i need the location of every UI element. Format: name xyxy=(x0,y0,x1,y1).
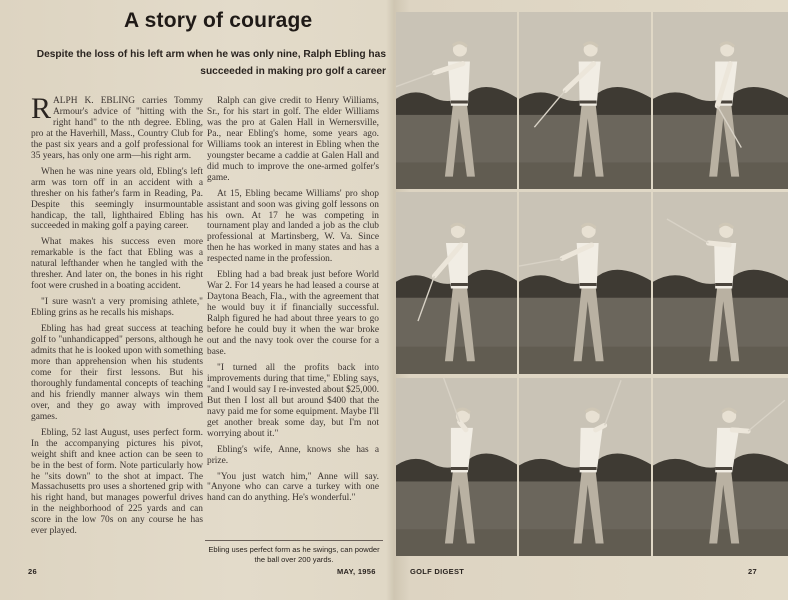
paragraph: "You just watch him," Anne will say. "Anyone who can carve a turkey with one hand can do anything. He's wonderful." xyxy=(207,471,379,504)
magazine-name: GOLF DIGEST xyxy=(410,567,465,576)
paragraph: "I turned all the profits back into improvements during that time," Ebling says, "and I would say I re-invested about $25,000. But then I lost all but around $400 that the navy paid me for some equipment. Maybe I'll get another break some day, but I'm not worrying about it." xyxy=(207,362,379,439)
swing-photo-address xyxy=(396,12,517,189)
paragraph: When he was nine years old, Ebling's left arm was torn off in an accident with a thresher on his father's farm in Reading, Pa. Despite this seemingly insurmountable handicap, the tall, lighthaired Ebling has succeeded in making golf a paying career. xyxy=(31,166,203,232)
swing-photo-high-finish xyxy=(519,378,651,556)
paragraph: Ebling has had great success at teaching golf to "unhandicapped" persons, although he admits that he is looked upon with something more than apprehension when his students come for their first lessons. But his thoroughly fundamental concepts of teaching and his friendly manner always win them over, and they go away with improved games. xyxy=(31,324,203,422)
text-column-2 xyxy=(207,96,379,509)
paragraph: Ebling had a bad break just before World War 2. For 14 years he had leased a course at Daytona Beach, Fla., with the agreement that he would buy it if financially successful. Ralph figured he had about three years to go before he could buy it when the war broke out and the navy took over the course for a base. xyxy=(207,270,379,357)
paragraph: Ebling, 52 last August, uses perfect form. In the accompanying pictures his pivot, weight shift and knee action can be seen to be in the best of form. Note particularly how he "sits down" to the shot at impact. The Massachusetts pro uses a shortened grip with his right hand, but manages powerful drives in the neighborhood of 225 yards and can score in the low 70s on any course he has ever played. xyxy=(31,427,203,537)
page-number-left: 26 xyxy=(28,567,37,576)
paragraph: Ebling's wife, Anne, knows she has a prize. xyxy=(207,444,379,466)
paragraph: At 15, Ebling became Williams' pro shop assistant and soon was giving golf lessons on his own. At 17 he was competing in tournament play and landed a job as the club professional at Martinsberg, W. Va. Since then he has worked in many states and has a respected name in the profession. xyxy=(207,188,379,265)
paragraph: Ralph can give credit to Henry Williams, Sr., for his start in golf. The elder Williams was the pro at Galen Hall in Wernersville, Pa., near Ebling's home, some years ago. Williams took an interest in Ebling when the youngster became a caddie at Galen Hall and did much to improve the one-armed golfer's game. xyxy=(207,96,379,183)
issue-date: MAY, 1956 xyxy=(337,567,376,576)
page-number-right: 27 xyxy=(748,567,757,576)
drop-cap: R xyxy=(31,92,52,125)
paragraph: What makes his success even more remarkable is the fact that Ebling was a natural lefthander when he tangled with the thresher. And later on, the bones in his right foot were crushed in a boating accident. xyxy=(31,237,203,292)
swing-photo-full-finish xyxy=(653,378,788,556)
article-headline: A story of courage xyxy=(124,9,313,32)
swing-photo-post-impact xyxy=(653,192,788,374)
article-deck: Despite the loss of his left arm when he was only nine, Ralph Ebling has succeeded in making pro golf a career xyxy=(36,49,386,77)
swing-photo-takeaway xyxy=(519,12,651,189)
paragraph xyxy=(31,92,203,162)
swing-photo-impact xyxy=(519,192,651,374)
text-column-1 xyxy=(31,92,203,542)
photo-caption: Ebling uses perfect form as he swings, can powder the ball over 200 yards. xyxy=(205,540,383,565)
swing-photo-downswing xyxy=(396,192,517,374)
swing-photo-top-of-backswing xyxy=(653,12,788,189)
paragraph: "I sure wasn't a very promising athlete," Ebling grins as he recalls his mishaps. xyxy=(31,297,203,319)
paragraph-text: ALPH K. EBLING carries Tommy Armour's advice of "hitting with the right hand" to the nth degree. Ebling, pro at the Haverhill, Mass., Country Club for the past six years and a golf professional for 35 years, has only one arm—his right arm. xyxy=(31,96,203,161)
swing-photo-follow-through xyxy=(396,378,517,556)
